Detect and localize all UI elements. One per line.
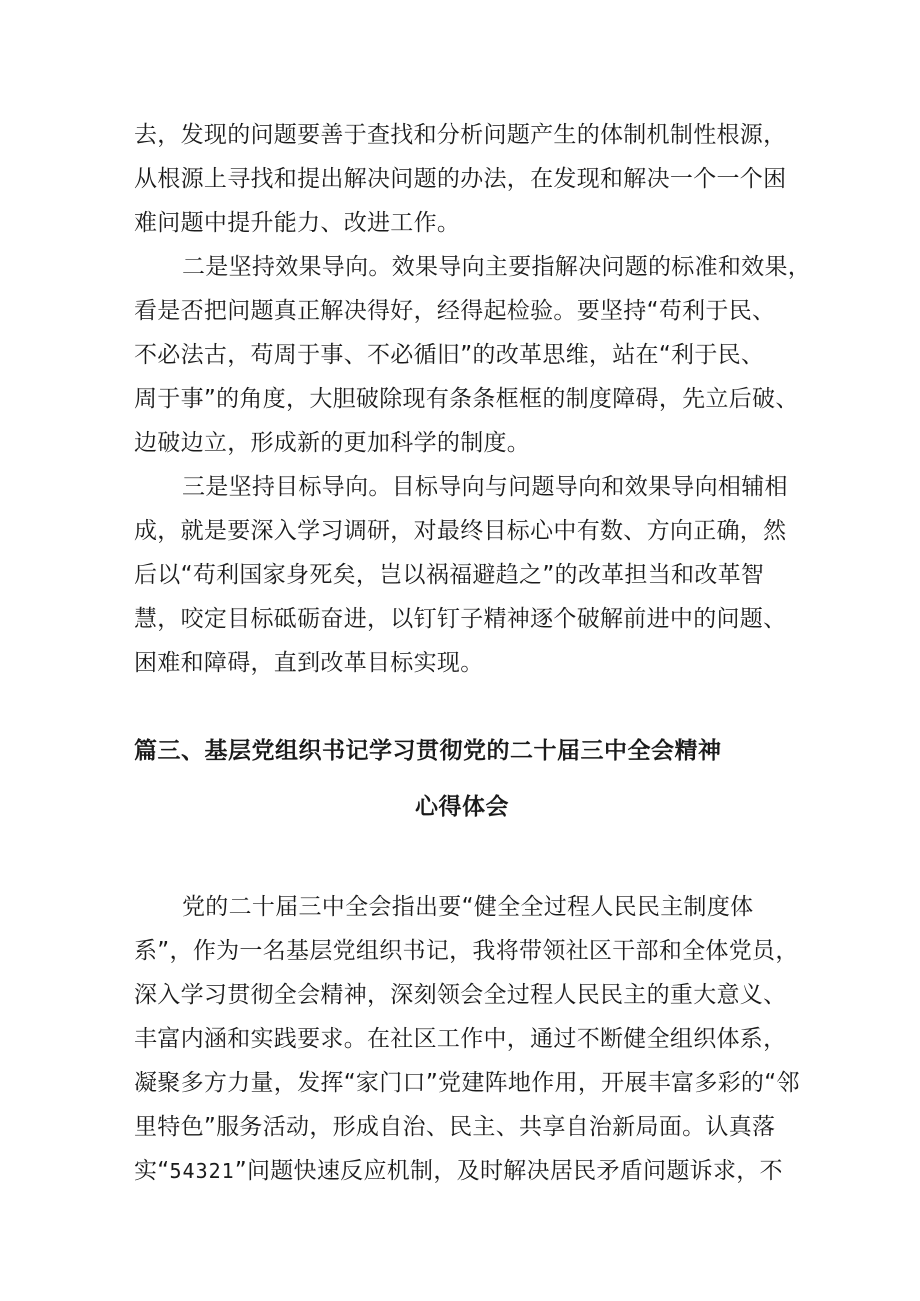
section-title-line-2: 心得体会 xyxy=(415,794,509,820)
paragraph-2-line: 不必法古，苟周于事、不必循旧”的改革思维，站在“利于民、 xyxy=(134,342,765,368)
paragraph-1-line: 从根源上寻找和提出解决问题的办法，在发现和解决一个一个困 xyxy=(134,166,787,192)
paragraph-2-line: 看是否把问题真正解决得好，经得起检验。要坚持“苟利于民、 xyxy=(134,298,776,324)
paragraph-4-line: 系”，作为一名基层党组织书记，我将带领社区干部和全体党员， xyxy=(134,938,799,964)
paragraph-1-line: 难问题中提升能力、改进工作。 xyxy=(134,210,461,236)
section-title-line-1: 篇三、基层党组织书记学习贯彻党的二十届三中全会精神 xyxy=(134,738,722,764)
paragraph-4-line: 丰富内涵和实践要求。在社区工作中，通过不断健全组织体系， xyxy=(134,1026,787,1052)
paragraph-3-line: 困难和障碍，直到改革目标实现。 xyxy=(134,650,484,676)
paragraph-4-last-line-prefix: 实“ xyxy=(134,1158,170,1184)
paragraph-4-last-line xyxy=(134,1156,783,1186)
paragraph-4-line: 深入学习贯彻全会精神，深刻领会全过程人民民主的重大意义、 xyxy=(134,982,787,1008)
paragraph-3-line: 后以“苟利国家身死矣，岂以祸福避趋之”的改革担当和改革智 xyxy=(134,562,765,588)
paragraph-4-code-number: 54321 xyxy=(169,1159,235,1183)
paragraph-2-line: 周于事”的角度，大胆破除现有条条框框的制度障碍，先立后破、 xyxy=(134,386,799,412)
paragraph-4-line: 凝聚多方力量，发挥“家门口”党建阵地作用，开展丰富多彩的“邻 xyxy=(134,1070,800,1096)
paragraph-3-line: 三是坚持目标导向。目标导向与问题导向和效果导向相辅相 xyxy=(182,474,788,500)
paragraph-2-line: 二是坚持效果导向。效果导向主要指解决问题的标准和效果， xyxy=(182,254,812,280)
paragraph-4-line: 里特色”服务活动，形成自治、民主、共享自治新局面。认真落 xyxy=(134,1114,776,1140)
paragraph-3-line: 成，就是要深入学习调研，对最终目标心中有数、方向正确，然 xyxy=(134,518,787,544)
paragraph-3-line: 慧，咬定目标砥砺奋进，以钉钉子精神逐个破解前进中的问题、 xyxy=(134,606,787,632)
paragraph-2-line: 边破边立，形成新的更加科学的制度。 xyxy=(134,430,531,456)
paragraph-4-last-line-suffix: ”问题快速反应机制，及时解决居民矛盾问题诉求，不 xyxy=(234,1158,783,1184)
paragraph-4-line: 党的二十届三中全会指出要“健全全过程人民民主制度体 xyxy=(182,894,754,920)
paragraph-1-line: 去，发现的问题要善于查找和分析问题产生的体制机制性根源， xyxy=(134,122,787,148)
